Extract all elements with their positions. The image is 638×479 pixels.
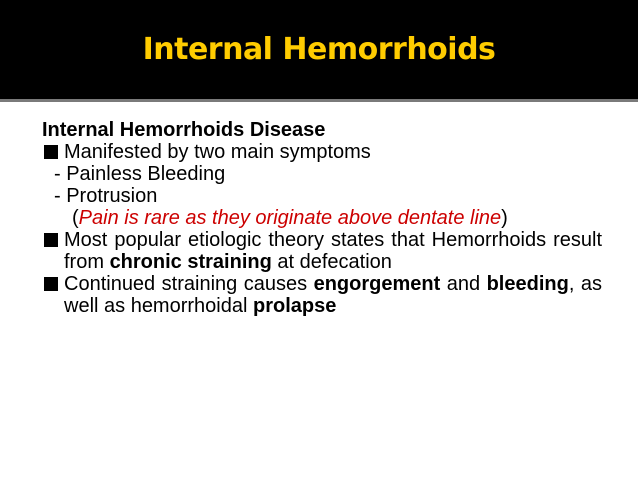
sub-item-protrusion: - Protrusion [54, 185, 158, 207]
section-heading: Internal Hemorrhoids Disease [42, 119, 326, 141]
square-bullet-icon [44, 145, 58, 159]
pain-note [42, 207, 602, 229]
bullet-text: Most popular etiologic theory states that Hemorrhoids result from [64, 229, 602, 273]
bullet-text: Continued straining causes [64, 273, 314, 295]
note-close-paren: ) [501, 207, 508, 229]
note-text: Pain is rare as they originate above dentate line [78, 207, 502, 229]
square-bullet-icon [44, 233, 58, 247]
slide-content [42, 119, 602, 317]
bullet-text: Manifested by two main symptoms [64, 141, 371, 163]
bullet-item-symptoms [42, 141, 602, 163]
bullet-emphasis: bleeding [486, 273, 569, 295]
bullet-item-straining [42, 273, 602, 317]
bullet-text: , as well as hemorrhoidal [64, 273, 602, 317]
bullet-text: and [440, 273, 487, 295]
bullet-emphasis: chronic straining [109, 251, 272, 273]
bullet-emphasis: prolapse [252, 295, 337, 317]
note-open-paren: ( [72, 207, 79, 229]
bullet-text: at defecation [271, 251, 392, 273]
sub-item-painless-bleeding: - Painless Bleeding [54, 163, 226, 185]
bullet-item-etiology [42, 229, 602, 273]
square-bullet-icon [44, 277, 58, 291]
title-bar [0, 0, 638, 102]
slide-title: Internal Hemorrhoids [142, 32, 496, 67]
bullet-emphasis: engorgement [313, 273, 441, 295]
